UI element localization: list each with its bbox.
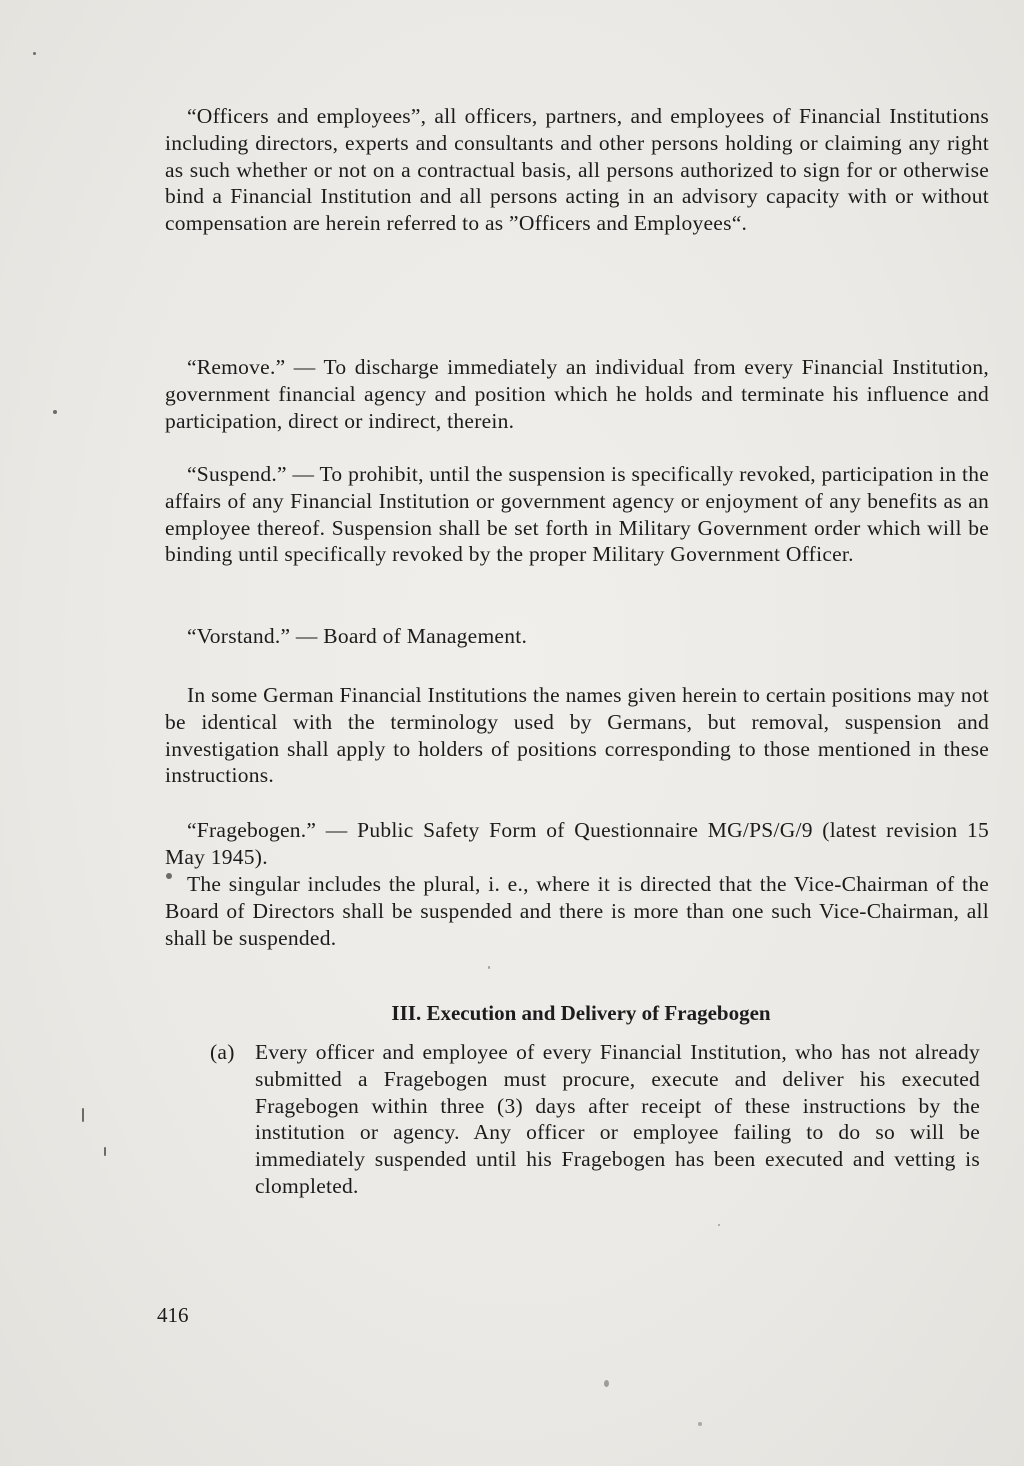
paper-speck bbox=[82, 1108, 84, 1122]
list-item-label: (a) bbox=[210, 1040, 235, 1064]
page-number: 416 bbox=[157, 1303, 189, 1327]
paper-speck bbox=[53, 410, 57, 414]
section-heading: III. Execution and Delivery of Fragebogen bbox=[391, 1001, 771, 1025]
paper-speck bbox=[104, 1147, 106, 1156]
paragraph-singular-plural: The singular includes the plural, i. e., where it is directed that the Vice-Chairman of the Board of Directors shall be suspended and there is more than one such Vice-Chairman, all shall be suspended. bbox=[165, 872, 989, 950]
paper-speck bbox=[166, 873, 172, 879]
paper-speck bbox=[604, 1380, 609, 1387]
definition-vorstand: “Vorstand.” — Board of Management. bbox=[187, 624, 528, 648]
paper-speck bbox=[488, 966, 490, 969]
list-item-text: Every officer and employee of every Financial Institution, who has not already submitted a Fragebogen must procure, execute and deliver his executed Fragebogen within three (3) days after receipt of these instructions by the institution or agency. Any officer or employee failing to do so will be immediately suspended until his Fragebogen has been executed and vetting is clompleted. bbox=[255, 1040, 980, 1198]
definition-suspend: “Suspend.” — To prohibit, until the suspension is specifically revoked, participation in the affairs of any Financial Institution or government agency or enjoyment of any benefits as an employee thereof. Suspension shall be set forth in Military Government order which will be binding until specifically revoked by the proper Military Government Officer. bbox=[165, 462, 989, 567]
list-item-a bbox=[210, 1039, 980, 1200]
paper-speck bbox=[33, 52, 36, 55]
definition-remove: “Remove.” — To discharge immediately an individual from every Financial Institution, government financial agency and position which he holds and terminate his influence and participation, direct or indirect, therein. bbox=[165, 355, 989, 433]
paper-speck bbox=[698, 1422, 702, 1426]
paper-speck bbox=[718, 1224, 720, 1226]
definition-fragebogen: “Fragebogen.” — Public Safety Form of Questionnaire MG/PS/G/9 (latest revision 15 May 1945). bbox=[165, 818, 989, 869]
definition-officers-and-employees: “Officers and employees”, all officers, partners, and employees of Financial Institutions including directors, experts and consultants and other persons holding or claiming any right as such whether or not on a contractual basis, all persons authorized to sign for or otherwise bind a Financial Institution and all persons acting in an advisory capacity with or without compensation are herein referred to as ”Officers and Employees“. bbox=[165, 104, 989, 236]
paragraph-terminology: In some German Financial Institutions the names given herein to certain positions may not be identical with the terminology used by Germans, but removal, suspension and investigation shall apply to holders of positions corresponding to those mentioned in these instructions. bbox=[165, 683, 989, 788]
